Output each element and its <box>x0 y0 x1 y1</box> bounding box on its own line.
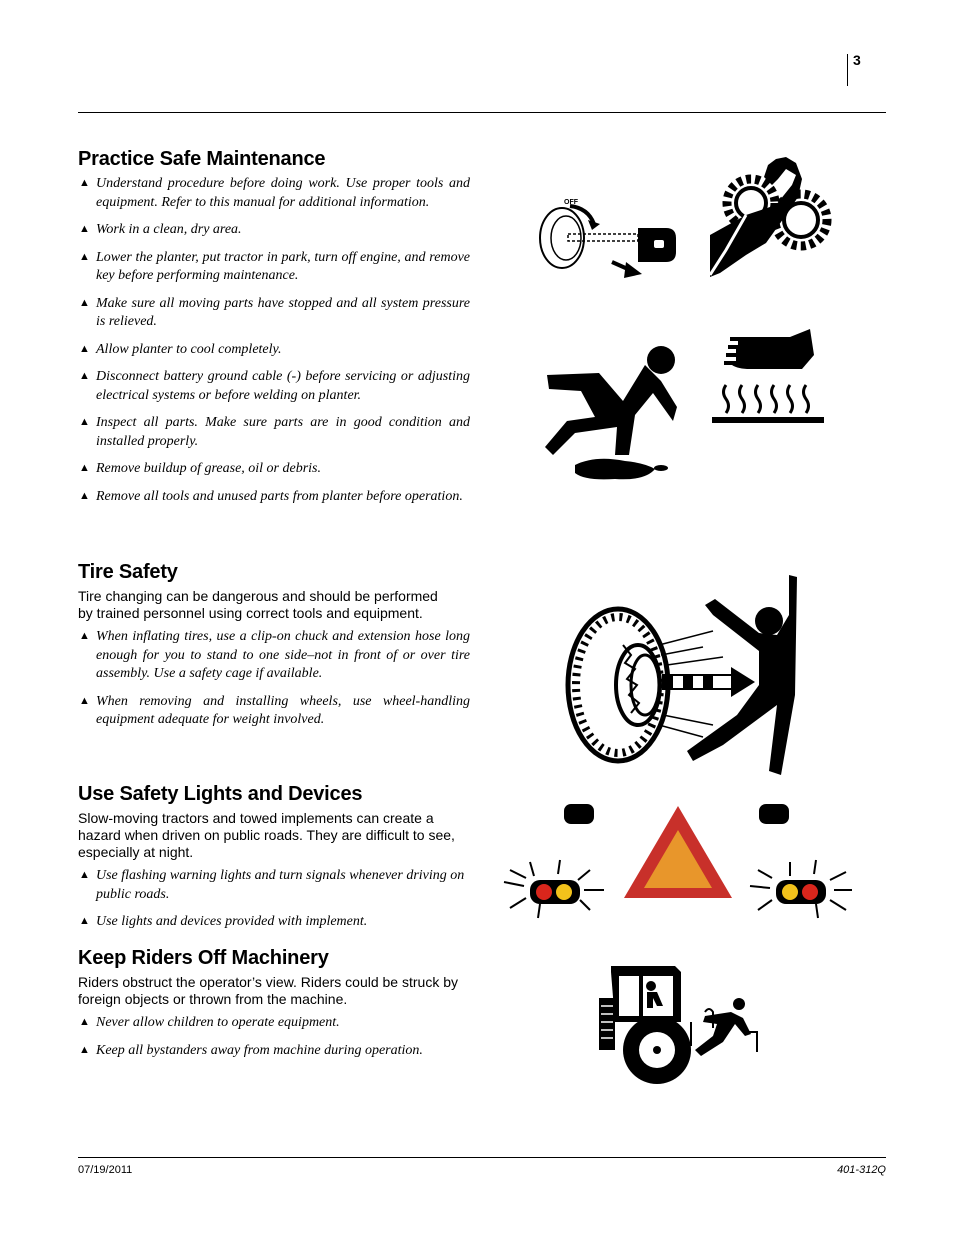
list-item: ▲ Never allow children to operate equipment. <box>79 1015 340 1030</box>
bullet-list <box>78 867 470 932</box>
bullet-list <box>78 175 470 506</box>
section-safety-lights <box>78 783 470 941</box>
header-rule <box>78 112 886 113</box>
list-item: ▲ Work in a clean, dry area. <box>79 222 242 237</box>
slip-hazard-illustration <box>545 335 685 485</box>
list-item: ▲ Disconnect battery ground cable (-) before servicing or adjusting electrical systems or before welding on planter. <box>79 369 470 403</box>
rotating-gears-hazard-illustration <box>706 155 836 280</box>
list-item: ▲ Remove all tools and unused parts from planter before operation. <box>79 488 463 504</box>
list-item: ▲ When removing and installing wheels, use wheel-handling equipment adequate for weight involved. <box>79 693 470 727</box>
flashing-warning-light-left-icon <box>504 860 604 918</box>
section-title: Keep Riders Off Machinery <box>78 947 329 969</box>
warning-triangle-icon: ▲ <box>79 1043 90 1056</box>
section-intro: Riders obstruct the operator’s view. Riders could be struck by foreign objects or thrown from the machine. <box>78 974 458 1007</box>
list-item: ▲ Use flashing warning lights and turn signals whenever driving on public roads. <box>79 868 465 902</box>
section-tire-safety <box>78 561 470 739</box>
section-title: Practice Safe Maintenance <box>78 148 326 170</box>
warning-triangle-icon: ▲ <box>79 694 90 707</box>
warning-triangle-icon: ▲ <box>79 462 90 474</box>
section-maintenance <box>78 148 470 515</box>
warning-triangle-icon: ▲ <box>79 869 90 881</box>
warning-triangle-icon: ▲ <box>79 915 90 927</box>
section-intro: Tire changing can be dangerous and should be performed by trained personnel using correct tools and equipment. <box>78 588 438 621</box>
footer-date: 07/19/2011 <box>78 1164 133 1176</box>
bullet-list <box>78 628 470 730</box>
warning-triangle-icon: ▲ <box>79 296 90 309</box>
section-title: Use Safety Lights and Devices <box>78 783 363 805</box>
footer-document-number: 401-312Q <box>837 1164 886 1176</box>
flashing-warning-light-right-icon <box>750 860 852 918</box>
section-intro: Slow-moving tractors and towed implements can create a hazard when driven on public roads. They are difficult to see, especially at night. <box>78 810 455 860</box>
list-item: ▲ Allow planter to cool completely. <box>79 341 282 357</box>
smv-emblem-lights-illustration <box>500 800 855 930</box>
warning-triangle-icon: ▲ <box>79 250 90 263</box>
warning-triangle-icon: ▲ <box>79 1016 90 1028</box>
warning-triangle-icon: ▲ <box>79 223 90 235</box>
footer-rule <box>78 1157 886 1158</box>
list-item: ▲ Keep all bystanders away from machine during operation. <box>79 1042 423 1058</box>
warning-triangle-icon: ▲ <box>79 370 90 382</box>
section-title: Tire Safety <box>78 561 178 583</box>
hot-surface-illustration <box>710 325 830 425</box>
page-number-divider <box>847 54 848 86</box>
list-item: ▲ Inspect all parts. Make sure parts are in good condition and installed properly. <box>79 415 470 449</box>
list-item: ▲ When inflating tires, use a clip-on chuck and extension hose long enough for you to stand to one side–not in front of or over tire assembly. Use a safety cage if available. <box>79 629 470 681</box>
warning-triangle-icon: ▲ <box>79 177 90 189</box>
list-item: ▲ Remove buildup of grease, oil or debris. <box>79 461 322 476</box>
exploding-tire-illustration <box>563 575 803 785</box>
riders-off-machinery-illustration <box>595 962 765 1087</box>
list-item: ▲ Use lights and devices provided with implement. <box>79 914 368 929</box>
ignition-off-label: OFF <box>564 199 578 206</box>
page-number: 3 <box>853 52 861 68</box>
section-riders <box>78 947 470 1069</box>
warning-triangle-icon: ▲ <box>79 630 90 642</box>
warning-triangle-icon: ▲ <box>79 342 90 355</box>
list-item: ▲ Understand procedure before doing work. Use proper tools and equipment. Refer to this manual for additional information. <box>79 176 470 210</box>
warning-triangle-icon: ▲ <box>79 416 90 428</box>
list-item: ▲ Lower the planter, put tractor in park, turn off engine, and remove key before performing maintenance. <box>79 249 470 283</box>
warning-triangle-icon: ▲ <box>79 489 90 502</box>
bullet-list <box>78 1014 470 1060</box>
ignition-key-off-illustration <box>530 190 690 290</box>
list-item: ▲ Make sure all moving parts have stopped and all system pressure is relieved. <box>79 295 470 329</box>
